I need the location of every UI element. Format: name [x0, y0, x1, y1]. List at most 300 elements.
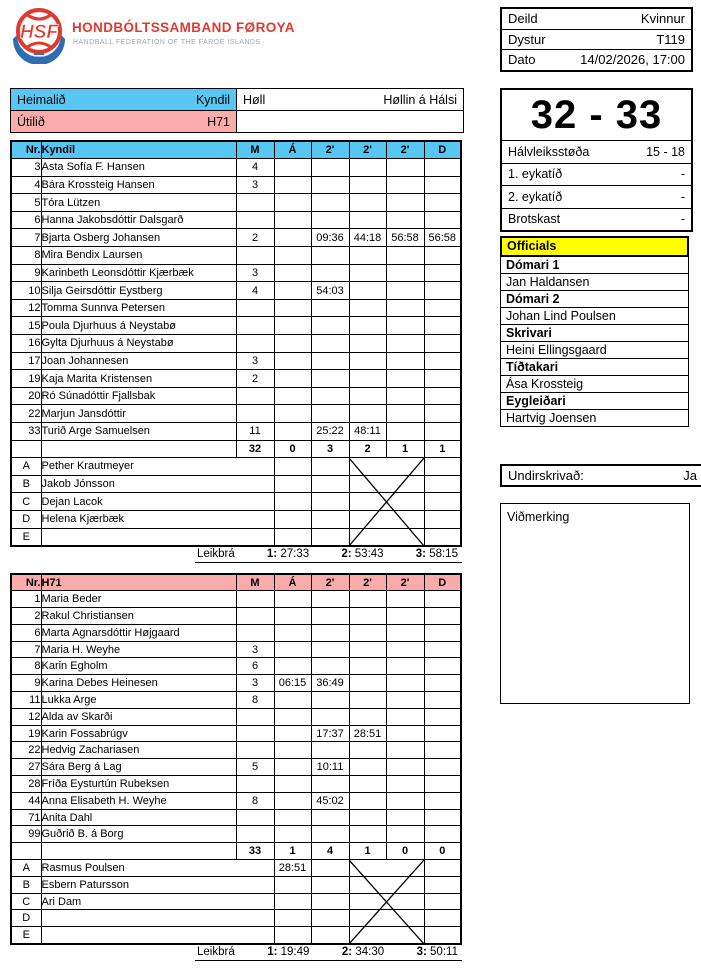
player-s1	[311, 776, 349, 793]
player-s1: 45:02	[311, 792, 349, 809]
player-s2	[349, 675, 386, 692]
score-row-value: 15 - 18	[646, 144, 685, 159]
hall-cell-empty	[237, 111, 463, 132]
player-s1: 09:36	[311, 229, 349, 247]
total-d: 1	[424, 440, 461, 458]
player-s2	[349, 809, 386, 826]
player-a	[274, 792, 311, 809]
totals-empty-nr	[11, 843, 41, 860]
player-s3	[386, 423, 424, 441]
score-row	[502, 140, 691, 163]
bench-letter: A	[11, 458, 41, 476]
bench-name	[41, 910, 274, 927]
player-name: Tomma Sunnva Petersen	[41, 299, 236, 317]
player-s2	[349, 282, 386, 300]
bench-name: Pether Krautmeyer	[41, 458, 274, 476]
player-m	[236, 194, 274, 212]
player-number: 9	[11, 675, 41, 692]
bench-row	[11, 910, 461, 927]
player-m: 3	[236, 641, 274, 658]
player-a	[274, 211, 311, 229]
bench-suspension	[311, 927, 349, 944]
player-m: 5	[236, 759, 274, 776]
player-d	[424, 352, 461, 370]
player-m	[236, 405, 274, 423]
totals-empty-nr	[11, 440, 41, 458]
player-a	[274, 809, 311, 826]
player-s2	[349, 641, 386, 658]
player-name: Maria H. Weyhe	[41, 641, 236, 658]
player-s3	[386, 675, 424, 692]
player-a	[274, 708, 311, 725]
bench-letter: E	[11, 927, 41, 944]
player-m	[236, 591, 274, 608]
bench-disqualification	[424, 510, 461, 528]
player-s2	[349, 776, 386, 793]
bench-letter: B	[11, 876, 41, 893]
match-meta-table	[500, 7, 693, 72]
player-row	[11, 317, 461, 335]
player-d	[424, 159, 461, 177]
meta-value: Kvinnur	[640, 11, 685, 27]
totals-row	[11, 843, 461, 860]
player-number: 20	[11, 387, 41, 405]
total-a: 1	[274, 843, 311, 860]
hall-label: Høll	[243, 92, 266, 107]
player-d	[424, 176, 461, 194]
player-d	[424, 742, 461, 759]
team-table-header	[11, 574, 461, 591]
player-s2	[349, 692, 386, 709]
player-s3: 56:58	[386, 229, 424, 247]
bench-crossed-cell	[349, 927, 424, 944]
player-number: 10	[11, 282, 41, 300]
player-s1	[311, 247, 349, 265]
player-m: 6	[236, 658, 274, 675]
player-s2	[349, 159, 386, 177]
col-header-disqualification: D	[424, 574, 461, 591]
player-m: 3	[236, 264, 274, 282]
player-m	[236, 247, 274, 265]
score-row-value: -	[680, 212, 685, 227]
total-a: 0	[274, 440, 311, 458]
player-d	[424, 792, 461, 809]
match-info-table	[10, 88, 464, 133]
player-s1	[311, 317, 349, 335]
player-d	[424, 335, 461, 353]
org-header	[10, 6, 430, 66]
col-header-team-name: H71	[41, 574, 236, 591]
player-number: 9	[11, 264, 41, 282]
player-s3	[386, 624, 424, 641]
player-d	[424, 708, 461, 725]
official-role-label: Eygleiðari	[500, 392, 689, 411]
bench-crossed-cell	[349, 860, 424, 877]
col-header-nr: Nr.	[11, 574, 41, 591]
player-s1	[311, 335, 349, 353]
player-row	[11, 826, 461, 843]
bench-suspension	[311, 860, 349, 877]
player-s3	[386, 742, 424, 759]
bench-crossed-cell	[349, 510, 424, 528]
player-s2	[349, 624, 386, 641]
totals-empty-name	[41, 440, 236, 458]
player-number: 8	[11, 247, 41, 265]
player-s2	[349, 826, 386, 843]
signed-label: Undirskrivað:	[508, 468, 584, 483]
player-a	[274, 229, 311, 247]
team-table-home	[10, 140, 463, 563]
bench-row	[11, 458, 461, 476]
away-label: Útilið	[17, 114, 45, 129]
match-info-row-away	[11, 110, 463, 132]
col-header-nr: Nr.	[11, 141, 41, 159]
player-a	[274, 658, 311, 675]
leikbra-period: 3: 58:15	[415, 547, 458, 560]
player-name: Lukka Arge	[41, 692, 236, 709]
col-header-suspension-2: 2'	[349, 141, 386, 159]
player-name: Poula Djurhuus á Neystabø	[41, 317, 236, 335]
player-m	[236, 211, 274, 229]
player-name: Mira Bendix Laursen	[41, 247, 236, 265]
player-number: 16	[11, 335, 41, 353]
player-m	[236, 624, 274, 641]
meta-label: Dato	[508, 52, 536, 68]
player-s3	[386, 826, 424, 843]
player-row	[11, 641, 461, 658]
col-header-team-name: Kyndil	[41, 141, 236, 159]
player-d	[424, 725, 461, 742]
player-a	[274, 194, 311, 212]
player-s3	[386, 608, 424, 625]
player-s2	[349, 194, 386, 212]
player-name: Anna Elisabeth H. Weyhe	[41, 792, 236, 809]
player-s1: 10:11	[311, 759, 349, 776]
player-row	[11, 264, 461, 282]
player-d	[424, 405, 461, 423]
player-name: Silja Geirsdóttir Eystberg	[41, 282, 236, 300]
bench-row	[11, 510, 461, 528]
player-d	[424, 194, 461, 212]
player-s3	[386, 194, 424, 212]
bench-disqualification	[424, 475, 461, 493]
total-s1: 3	[311, 440, 349, 458]
meta-label: Dystur	[508, 31, 546, 47]
official-name: Hartvig Joensen	[500, 409, 689, 428]
player-d	[424, 282, 461, 300]
score-row-label: Brotskast	[508, 212, 561, 227]
home-label: Heimalið	[17, 92, 66, 107]
player-number: 7	[11, 229, 41, 247]
player-s1	[311, 809, 349, 826]
player-s2	[349, 708, 386, 725]
player-number: 44	[11, 792, 41, 809]
bench-row	[11, 927, 461, 944]
player-row	[11, 658, 461, 675]
player-number: 33	[11, 423, 41, 441]
bench-suspension	[311, 493, 349, 511]
player-name: Kaja Marita Kristensen	[41, 370, 236, 388]
total-s1: 4	[311, 843, 349, 860]
player-m: 2	[236, 229, 274, 247]
player-s1: 25:22	[311, 423, 349, 441]
player-row	[11, 247, 461, 265]
player-m	[236, 708, 274, 725]
player-s1	[311, 692, 349, 709]
player-s2: 28:51	[349, 725, 386, 742]
player-a	[274, 317, 311, 335]
meta-row	[502, 49, 691, 70]
player-number: 15	[11, 317, 41, 335]
score-row-value: -	[680, 167, 685, 182]
player-number: 2	[11, 608, 41, 625]
total-m: 33	[236, 843, 274, 860]
player-number: 17	[11, 352, 41, 370]
player-s3	[386, 370, 424, 388]
player-a	[274, 370, 311, 388]
player-m: 4	[236, 282, 274, 300]
player-number: 22	[11, 405, 41, 423]
player-a	[274, 624, 311, 641]
player-a	[274, 742, 311, 759]
player-s3	[386, 317, 424, 335]
player-m: 3	[236, 675, 274, 692]
player-row	[11, 159, 461, 177]
official-role-label: Tíðtakari	[500, 358, 689, 377]
bench-disqualification	[424, 927, 461, 944]
player-m: 8	[236, 792, 274, 809]
player-d	[424, 370, 461, 388]
player-d	[424, 299, 461, 317]
player-name: Turið Arge Samuelsen	[41, 423, 236, 441]
player-a	[274, 826, 311, 843]
signed-value: Ja	[683, 468, 697, 483]
player-row	[11, 299, 461, 317]
remarks-label: Viðmerking	[507, 510, 570, 524]
player-row	[11, 792, 461, 809]
player-number: 4	[11, 176, 41, 194]
bench-crossed-cell	[349, 876, 424, 893]
player-number: 22	[11, 742, 41, 759]
player-name: Anita Dahl	[41, 809, 236, 826]
player-d	[424, 317, 461, 335]
player-name: Bára Krossteig Hansen	[41, 176, 236, 194]
player-s1: 17:37	[311, 725, 349, 742]
player-s2	[349, 211, 386, 229]
player-a	[274, 608, 311, 625]
official-role-label: Dómari 1	[500, 256, 689, 275]
player-s1	[311, 608, 349, 625]
player-a	[274, 247, 311, 265]
player-s2: 48:11	[349, 423, 386, 441]
leikbra-line	[195, 945, 462, 961]
bench-letter: C	[11, 493, 41, 511]
col-header-disqualification: D	[424, 141, 461, 159]
bench-suspension	[311, 528, 349, 546]
match-info-row-home	[11, 89, 463, 110]
officials-panel	[500, 236, 689, 427]
bench-disqualification	[424, 458, 461, 476]
player-s1	[311, 352, 349, 370]
away-value: H71	[207, 114, 230, 129]
player-name: Joan Johannesen	[41, 352, 236, 370]
player-row	[11, 335, 461, 353]
player-m: 11	[236, 423, 274, 441]
bench-disqualification	[424, 493, 461, 511]
bench-name	[41, 528, 274, 546]
player-m	[236, 387, 274, 405]
meta-label: Deild	[508, 11, 538, 27]
leikbra-period-label: 2:	[341, 547, 352, 560]
team-table-away	[10, 573, 463, 961]
player-s2	[349, 658, 386, 675]
hall-value: Høllin á Hálsi	[383, 92, 457, 107]
leikbra-period: 1: 27:33	[266, 547, 310, 560]
score-detail-rows	[502, 140, 691, 230]
player-name: Asta Sofía F. Hansen	[41, 159, 236, 177]
player-s1	[311, 591, 349, 608]
player-name: Alda av Skarði	[41, 708, 236, 725]
player-row	[11, 229, 461, 247]
hsf-logo-icon	[12, 8, 66, 64]
player-row	[11, 387, 461, 405]
player-s1	[311, 387, 349, 405]
score-row	[502, 185, 691, 208]
bench-row	[11, 528, 461, 546]
player-name: Maria Beder	[41, 591, 236, 608]
player-row	[11, 759, 461, 776]
remarks-box	[500, 503, 690, 704]
player-number: 5	[11, 194, 41, 212]
leikbra-period-label: 3:	[415, 547, 426, 560]
player-s1	[311, 194, 349, 212]
player-d	[424, 608, 461, 625]
leikbra-period-label: 2:	[341, 945, 353, 958]
bench-warning	[274, 893, 311, 910]
leikbra-period-label: 1:	[267, 945, 278, 958]
bench-letter: B	[11, 475, 41, 493]
team-table-header	[11, 141, 461, 159]
player-d	[424, 658, 461, 675]
player-d	[424, 641, 461, 658]
player-a	[274, 725, 311, 742]
player-s2	[349, 608, 386, 625]
player-name: Fríða Eysturtún Rubeksen	[41, 776, 236, 793]
official-role-label: Skrivari	[500, 324, 689, 343]
leikbra-period: 1: 19:49	[267, 945, 310, 958]
player-row	[11, 675, 461, 692]
player-m	[236, 608, 274, 625]
player-d	[424, 692, 461, 709]
player-row	[11, 211, 461, 229]
player-row	[11, 809, 461, 826]
player-s3	[386, 387, 424, 405]
player-m: 3	[236, 176, 274, 194]
player-s1	[311, 658, 349, 675]
player-m	[236, 299, 274, 317]
meta-value: T119	[656, 31, 685, 47]
player-s2	[349, 335, 386, 353]
player-m: 3	[236, 352, 274, 370]
player-s3	[386, 692, 424, 709]
away-team-cell	[11, 111, 237, 132]
player-s2	[349, 247, 386, 265]
player-m	[236, 809, 274, 826]
player-s3	[386, 247, 424, 265]
leikbra-period-label: 3:	[416, 945, 427, 958]
player-s1: 36:49	[311, 675, 349, 692]
score-row-label: 1. eykatíð	[508, 167, 563, 182]
leikbra-label: Leikbrá	[197, 547, 235, 560]
total-s3: 1	[386, 440, 424, 458]
bench-row	[11, 493, 461, 511]
player-s3	[386, 211, 424, 229]
bench-disqualification	[424, 876, 461, 893]
player-s3	[386, 708, 424, 725]
player-s1	[311, 708, 349, 725]
player-number: 6	[11, 624, 41, 641]
player-a	[274, 692, 311, 709]
player-s2	[349, 370, 386, 388]
leikbra-period: 2: 53:43	[341, 547, 384, 560]
bench-letter: D	[11, 910, 41, 927]
player-number: 1	[11, 591, 41, 608]
official-name: Johan Lind Poulsen	[500, 307, 689, 326]
player-s2	[349, 176, 386, 194]
leikbra-period-label: 1:	[266, 547, 278, 560]
signed-box	[500, 464, 701, 487]
player-d	[424, 776, 461, 793]
col-header-warning: Á	[274, 574, 311, 591]
player-s1	[311, 211, 349, 229]
player-d	[424, 591, 461, 608]
player-s1	[311, 176, 349, 194]
player-m: 4	[236, 159, 274, 177]
home-team-cell	[11, 89, 237, 110]
player-s2	[349, 264, 386, 282]
player-m	[236, 742, 274, 759]
player-name: Marta Agnarsdóttir Højgaard	[41, 624, 236, 641]
player-row	[11, 370, 461, 388]
player-s2	[349, 742, 386, 759]
player-row	[11, 352, 461, 370]
player-row	[11, 725, 461, 742]
score-row	[502, 163, 691, 186]
player-name: Karin Egholm	[41, 658, 236, 675]
player-s1	[311, 159, 349, 177]
team-table	[10, 573, 462, 945]
player-s3	[386, 792, 424, 809]
player-a	[274, 176, 311, 194]
player-s2	[349, 405, 386, 423]
meta-row	[502, 9, 691, 29]
bench-suspension	[311, 893, 349, 910]
bench-crossed-cell	[349, 528, 424, 546]
leikbra-period: 3: 50:11	[416, 945, 458, 958]
bench-warning	[274, 528, 311, 546]
player-d: 56:58	[424, 229, 461, 247]
player-a	[274, 264, 311, 282]
bench-crossed-cell	[349, 910, 424, 927]
player-name: Gylta Djurhuus á Neystabø	[41, 335, 236, 353]
player-d	[424, 624, 461, 641]
player-m	[236, 725, 274, 742]
player-a	[274, 591, 311, 608]
player-s1: 54:03	[311, 282, 349, 300]
col-header-warning: Á	[274, 141, 311, 159]
player-s3	[386, 299, 424, 317]
player-s2	[349, 299, 386, 317]
